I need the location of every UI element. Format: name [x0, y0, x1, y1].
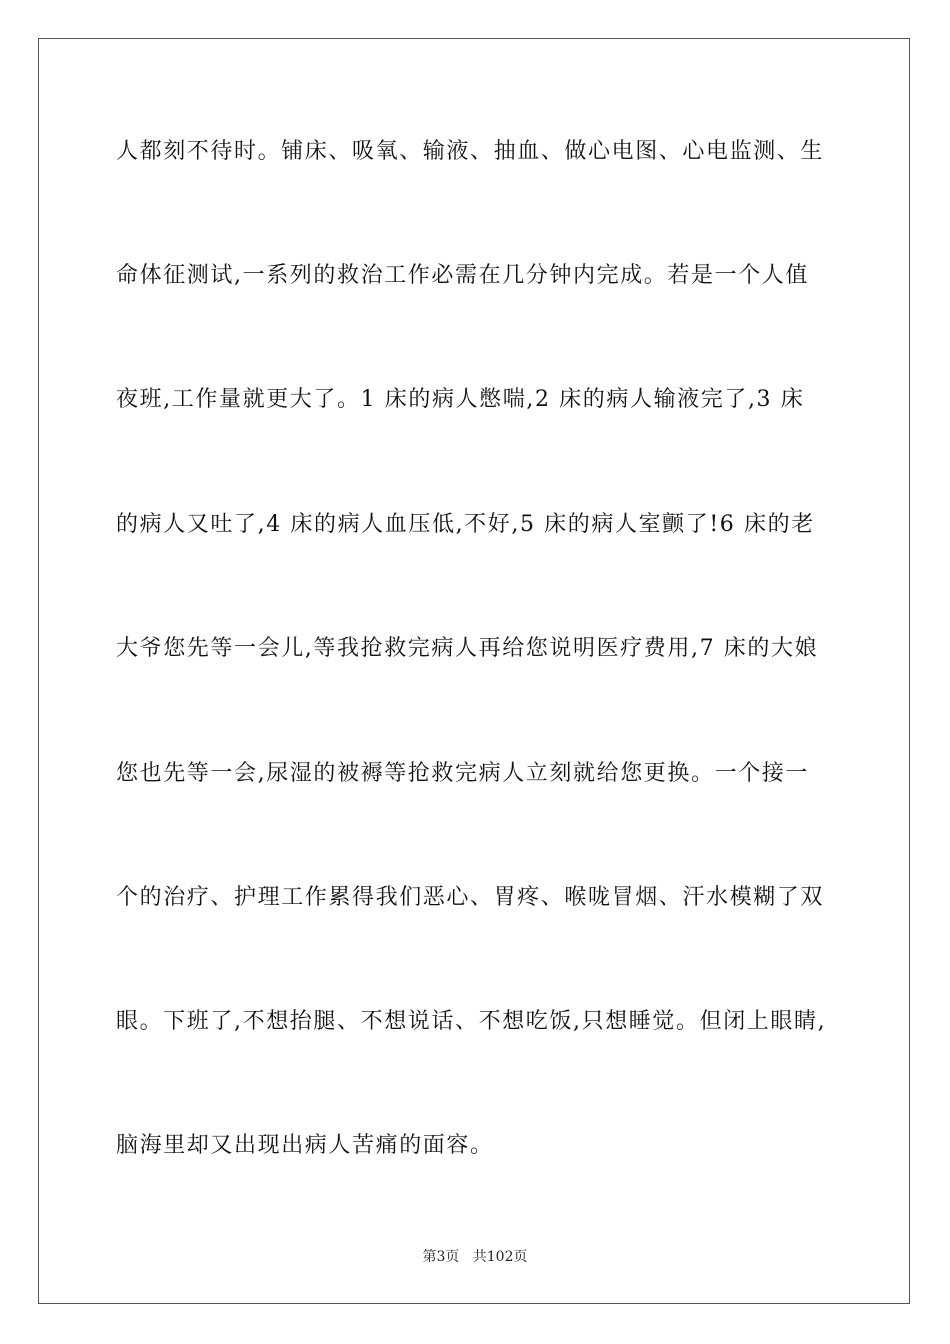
- page-border: [38, 38, 910, 1304]
- page-number-footer: 第3页 共102页: [422, 1249, 528, 1265]
- body-text-line-5: 大爷您先等一会儿,等我抢救完病人再给您说明医疗费用,7 床的大娘: [116, 636, 819, 661]
- body-text-line-9: 脑海里却又出现出病人苦痛的面容。: [116, 1133, 494, 1158]
- body-text-line-2: 命体征测试,一系列的救治工作必需在几分钟内完成。若是一个人值: [116, 263, 809, 288]
- body-text-line-3: 夜班,工作量就更大了。1 床的病人憋喘,2 床的病人输液完了,3 床: [116, 387, 805, 412]
- body-text-line-4: 的病人又吐了,4 床的病人血压低,不好,5 床的病人室颤了!6 床的老: [116, 512, 815, 537]
- body-text-line-6: 您也先等一会,尿湿的被褥等抢救完病人立刻就给您更换。一个接一: [116, 761, 809, 786]
- body-text-line-7: 个的治疗、护理工作累得我们恶心、胃疼、喉咙冒烟、汗水模糊了双: [116, 885, 825, 910]
- body-text-line-8: 眼。下班了,不想抬腿、不想说话、不想吃饭,只想睡觉。但闭上眼睛,: [116, 1009, 827, 1034]
- body-text-line-1: 人都刻不待时。铺床、吸氧、输液、抽血、做心电图、心电监测、生: [116, 139, 825, 164]
